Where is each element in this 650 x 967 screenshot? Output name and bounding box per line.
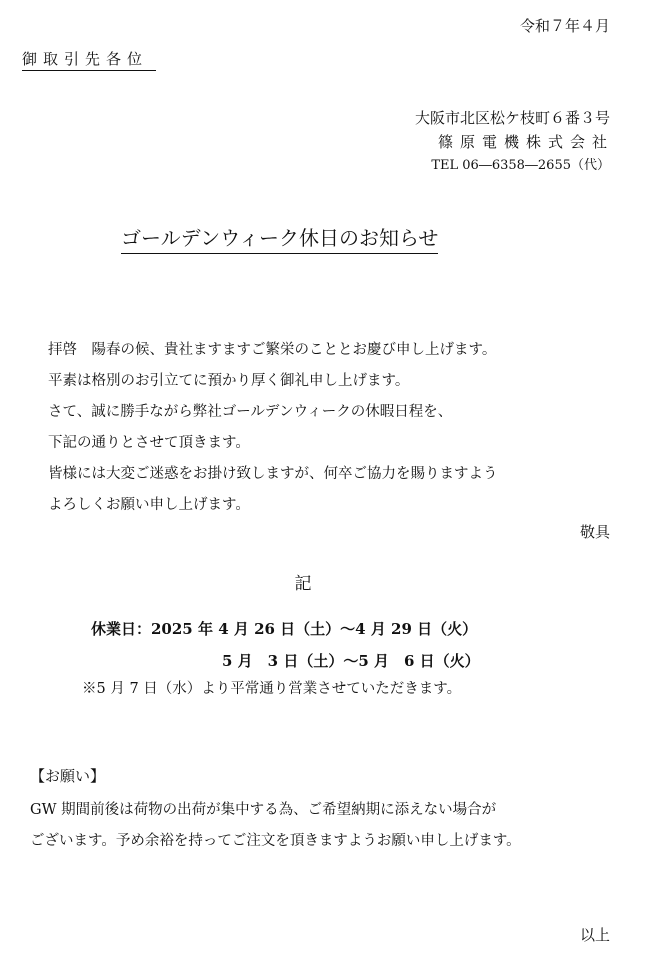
body-line: さて、誠に勝手ながら弊社ゴールデンウィークの休暇日程を、 (48, 404, 453, 420)
closing-keigu: 敬具 (579, 523, 610, 541)
request-line: ございます。予め余裕を持ってご注文を頂きますようお願い申し上げます。 (30, 833, 521, 849)
sender-company: 篠原電機株式会社 (437, 133, 614, 151)
body-line: 拝啓 陽春の候、貴社ますますご繁栄のこととお慶び申し上げます。 (48, 342, 497, 358)
sender-block (414, 106, 614, 178)
body-line: 平素は格別のお引立てに預かり厚く御礼申し上げます。 (48, 373, 410, 389)
recipient: 御取引先各位 (22, 48, 156, 71)
sender-tel: TEL 06―6358―2655（代） (431, 158, 610, 173)
request-line: GW 期間前後は荷物の出荷が集中する為、ご希望納期に添えない場合が (30, 802, 497, 818)
letter-body (48, 335, 498, 521)
document-date: 令和７年４月 (519, 17, 610, 35)
body-line: 下記の通りとさせて頂きます。 (48, 435, 250, 451)
closing-ijo: 以上 (579, 926, 610, 944)
ki-heading: 記 (294, 574, 312, 594)
body-line: よろしくお願い申し上げます。 (48, 497, 250, 513)
holiday-period-2: 5 月 3 日（土）～5 月 6 日（火） (222, 652, 480, 670)
notice-title: ゴールデンウィーク休日のお知らせ (121, 222, 438, 254)
holiday-note: ※5 月 7 日（水）より平常通り営業させていただきます。 (82, 681, 462, 697)
sender-address: 大阪市北区松ケ枝町６番３号 (414, 109, 610, 127)
holiday-period-1: 休業日：2025 年 4 月 26 日（土）～4 月 29 日（火） (91, 620, 478, 638)
body-line: 皆様には大変ご迷惑をお掛け致しますが、何卒ご協力を賜りますよう (48, 466, 498, 482)
request-heading: 【お願い】 (30, 767, 106, 785)
request-body (30, 795, 521, 857)
